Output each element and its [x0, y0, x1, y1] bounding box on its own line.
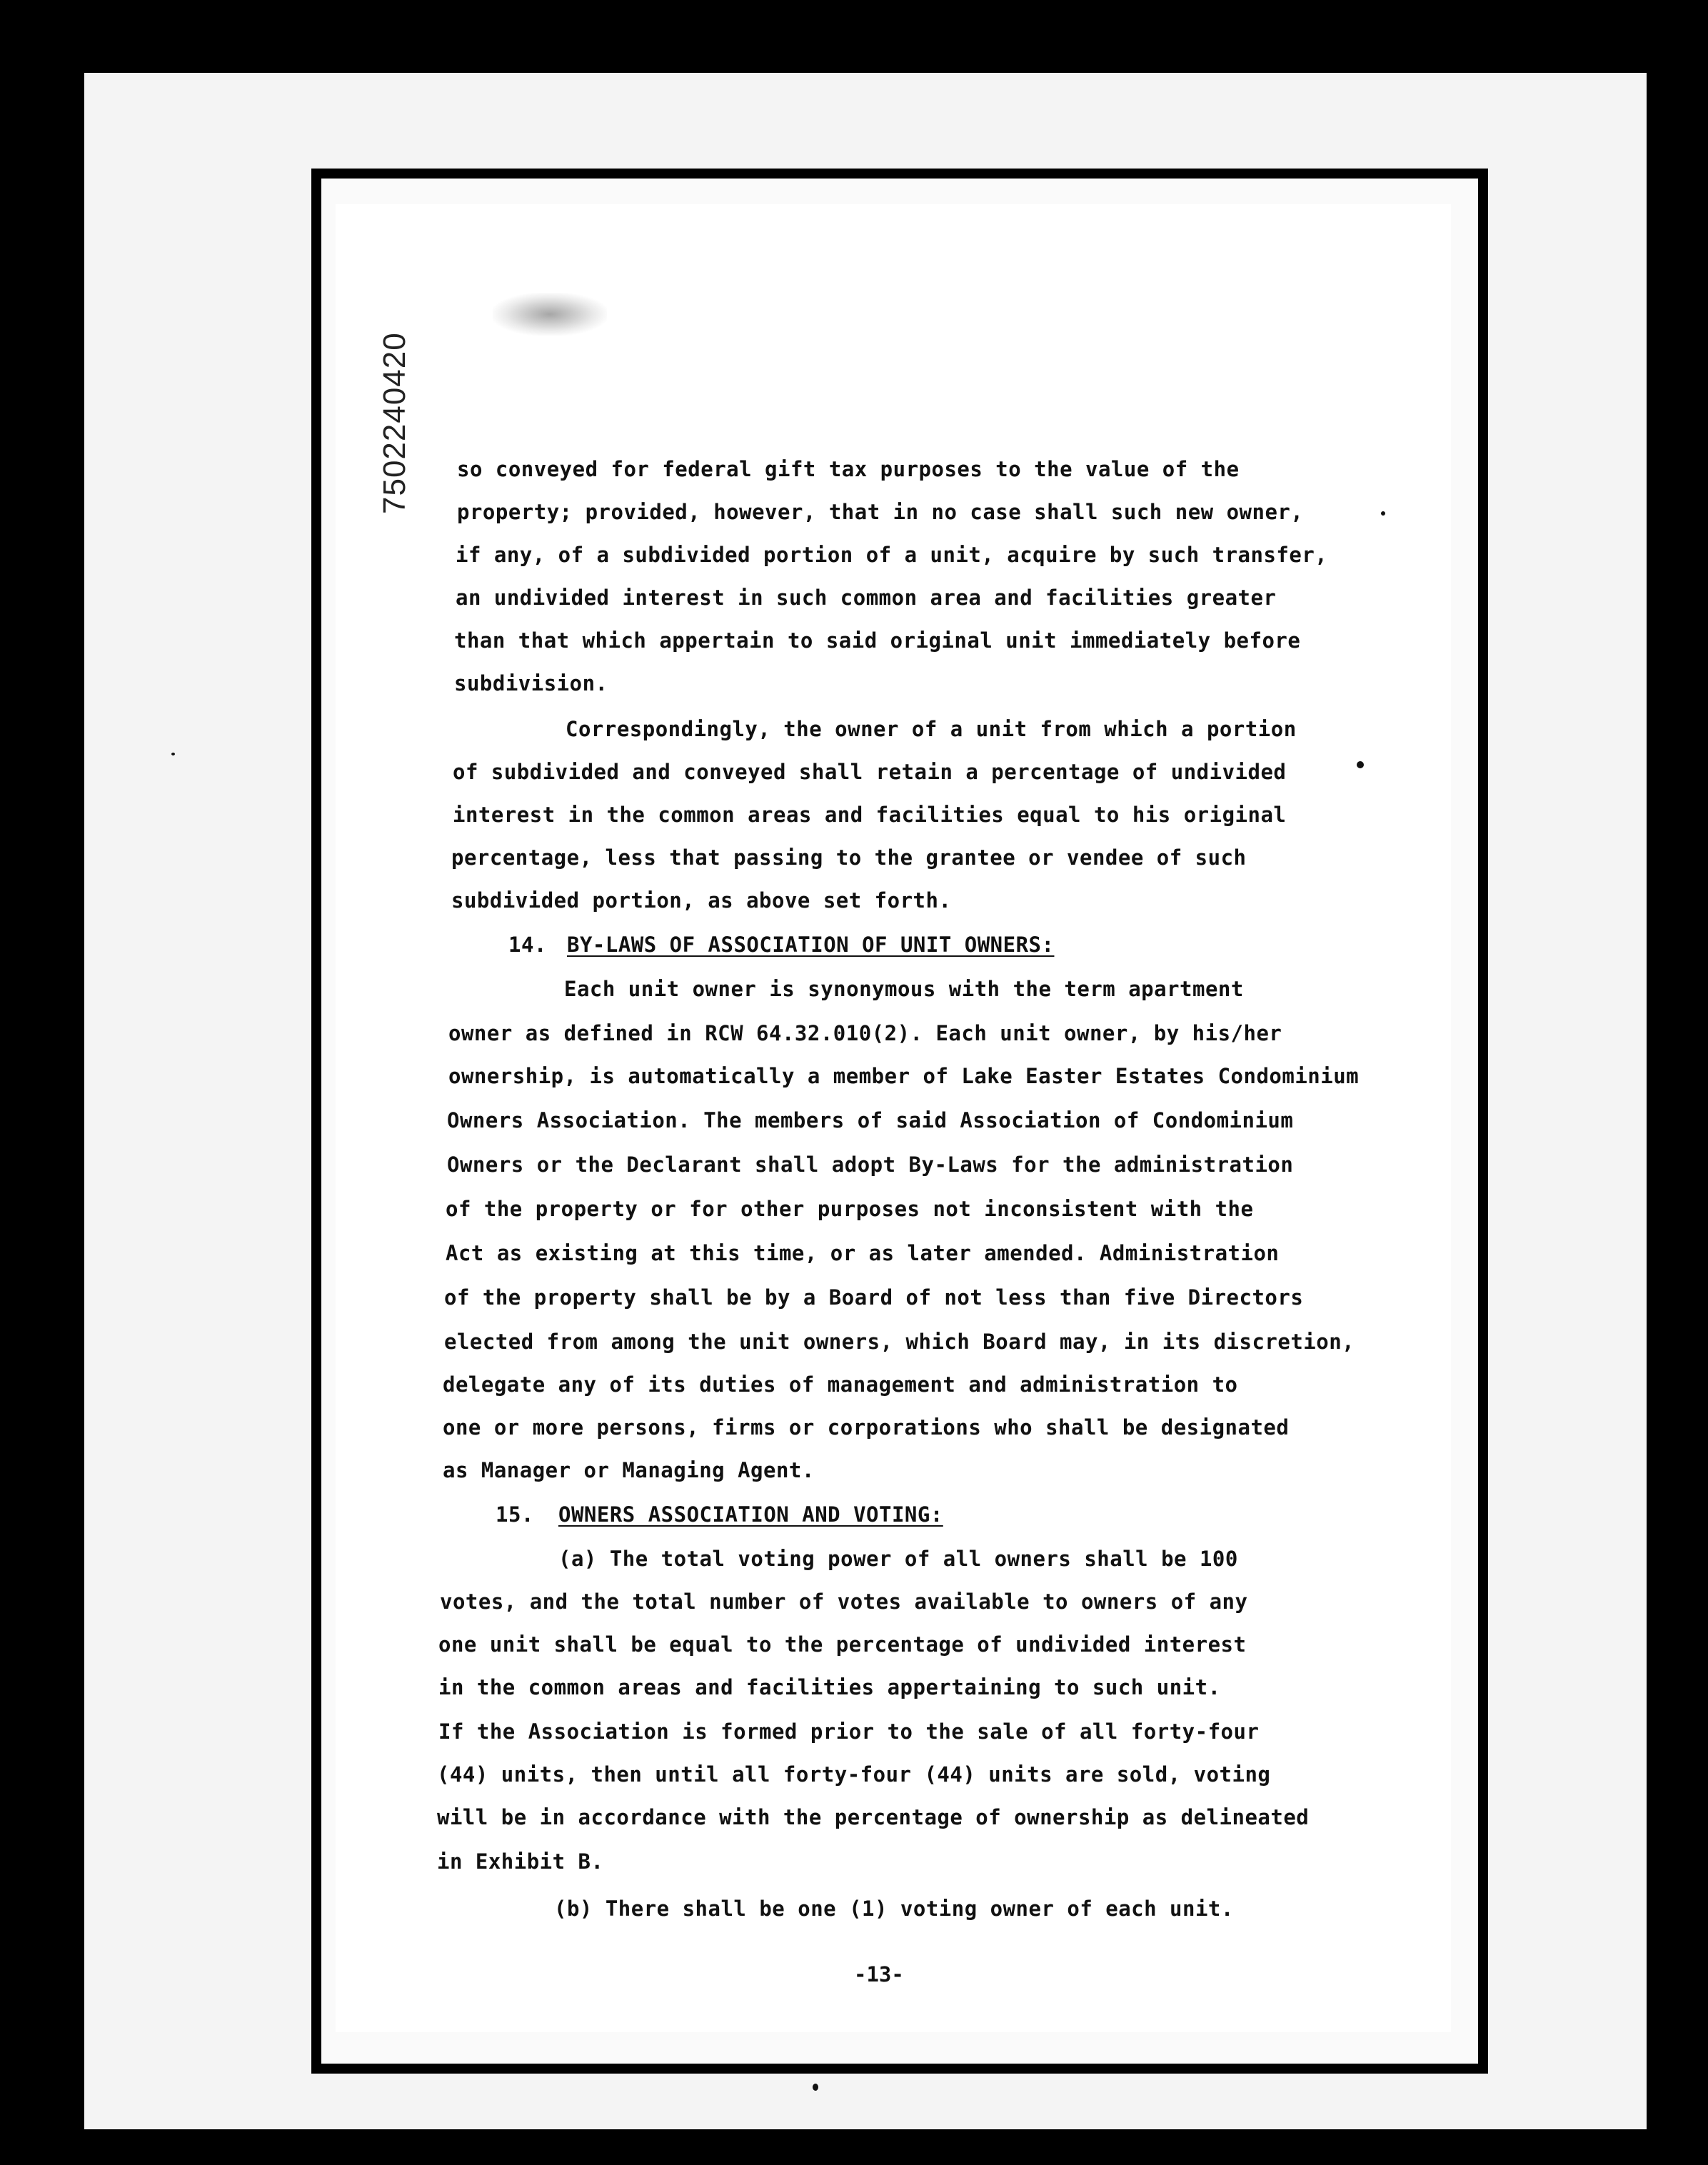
scan-speck: [813, 2084, 818, 2091]
text-line: if any, of a subdivided portion of a unit, acquire by such transfer,: [456, 543, 1328, 567]
text-line: Owners Association. The members of said Association of Condominium: [447, 1108, 1294, 1132]
text-line: (b) There shall be one (1) voting owner of each unit.: [554, 1897, 1234, 1921]
text-line: Owners or the Declarant shall adopt By-Laws for the administration: [447, 1152, 1294, 1177]
text-line: one unit shall be equal to the percentage of undivided interest: [438, 1632, 1247, 1657]
text-line: property; provided, however, that in no case shall such new owner,: [457, 500, 1304, 524]
text-line: elected from among the unit owners, which Board may, in its discretion,: [444, 1330, 1355, 1354]
text-line: (a) The total voting power of all owners shall be 100: [558, 1547, 1238, 1571]
text-line: percentage, less that passing to the grantee or vendee of such: [451, 845, 1247, 870]
text-line: will be in accordance with the percentage of ownership as delineated: [437, 1805, 1310, 1829]
text-line: as Manager or Managing Agent.: [443, 1458, 815, 1482]
text-line: subdivision.: [454, 671, 608, 695]
text-line: so conveyed for federal gift tax purposes to the value of the: [457, 457, 1240, 481]
scan-speck: [1357, 761, 1364, 768]
text-line: delegate any of its duties of management and administration to: [443, 1372, 1238, 1397]
page-id-stamp: 7502240420: [377, 332, 412, 514]
scan-speck: [171, 753, 175, 755]
text-line: interest in the common areas and facilities equal to his original: [453, 803, 1287, 827]
text-line: (44) units, then until all forty-four (44) units are sold, voting: [437, 1762, 1271, 1787]
text-line: If the Association is formed prior to the sale of all forty-four: [438, 1719, 1260, 1744]
text-line: Each unit owner is synonymous with the term apartment: [564, 977, 1244, 1001]
text-line: an undivided interest in such common area and facilities greater: [456, 586, 1277, 610]
text-line: Correspondingly, the owner of a unit from which a portion: [566, 717, 1297, 741]
text-line: owner as defined in RCW 64.32.010(2). Each unit owner, by his/her: [448, 1021, 1282, 1045]
text-line: than that which appertain to said original unit immediately before: [454, 628, 1301, 653]
section-15-number: 15.: [496, 1502, 534, 1527]
text-line: subdivided portion, as above set forth.: [451, 888, 952, 913]
section-14-title: BY-LAWS OF ASSOCIATION OF UNIT OWNERS:: [567, 933, 1055, 957]
scan-speck: [1381, 511, 1385, 516]
text-line: in Exhibit B.: [437, 1849, 604, 1874]
text-line: in the common areas and facilities appertaining to such unit.: [438, 1675, 1221, 1699]
text-line: of the property shall be by a Board of not less than five Directors: [444, 1285, 1304, 1310]
text-line: votes, and the total number of votes available to owners of any: [440, 1589, 1248, 1614]
text-line: of the property or for other purposes not inconsistent with the: [446, 1197, 1254, 1221]
text-line: Act as existing at this time, or as later amended. Administration: [446, 1241, 1280, 1265]
page-number: -13-: [854, 1962, 904, 1986]
text-line: ownership, is automatically a member of Lake Easter Estates Condominium: [448, 1064, 1360, 1088]
text-line: of subdivided and conveyed shall retain a percentage of undivided: [453, 760, 1287, 784]
section-14-number: 14.: [508, 933, 547, 957]
text-line: one or more persons, firms or corporations who shall be designated: [443, 1415, 1290, 1440]
section-15-title: OWNERS ASSOCIATION AND VOTING:: [558, 1502, 943, 1527]
